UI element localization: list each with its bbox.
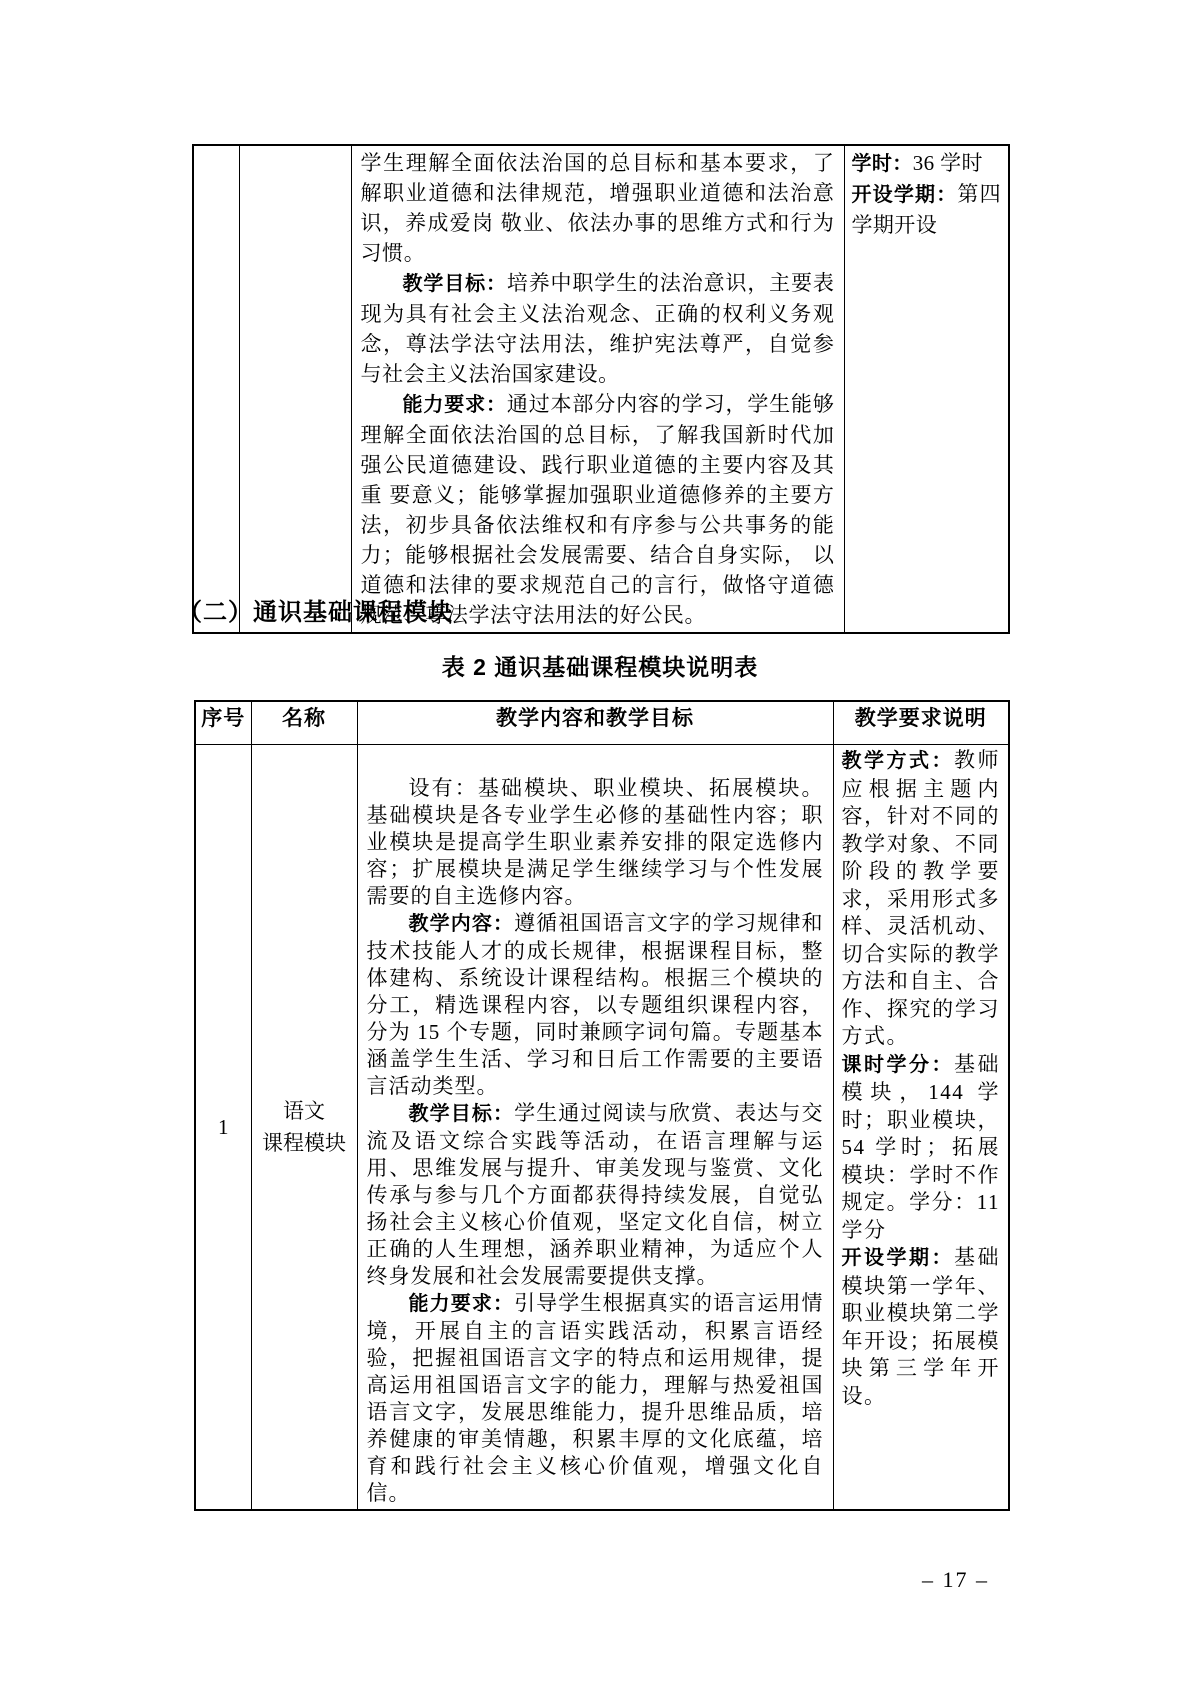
paragraph-text: 设有：基础模块、职业模块、拓展模块。基础模块是各专业学生必修的基础性内容；职业模块是提高学生职业素养安排的限定选修内容；扩展模块是满足学生继续学习与个性发展需要的自主选修内容。 xyxy=(366,776,824,908)
name-cell xyxy=(251,745,357,1511)
section-heading: （二）通识基础课程模块 xyxy=(178,599,453,626)
table-caption: 表 2 通识基础课程模块说明表 xyxy=(441,654,759,680)
requirement-item xyxy=(842,1244,1001,1410)
requirements-cell xyxy=(833,745,1009,1511)
requirement-label: 学时： xyxy=(851,153,913,175)
requirement-text: 教师应根据主题内容，针对不同的教学对象、不同阶段的教学要求，采用形式多样、灵活机动、切合实际的教学方法和自主、合作、探究的学习方式。 xyxy=(841,748,1000,1048)
requirement-text: 基础模块第一学年、职业模块第二学年开设；拓展模块第三学年开设。 xyxy=(841,1245,1000,1408)
requirement-text: 基础模块，144 学时；职业模块，54 学时；拓展模块：学时不作规定。学分：11 学分 xyxy=(841,1051,1000,1242)
course-name-line: 课程模块 xyxy=(262,1131,346,1155)
header-requirement: 教学要求说明 xyxy=(833,701,1009,745)
table-row xyxy=(193,145,1009,633)
paragraph xyxy=(367,1290,824,1507)
paragraph-text: 引导学生根据真实的语言运用情境，开展自主的言语实践活动，积累言语经验，把握祖国语言文字的特点和运用规律，提高运用祖国语言文字的能力，理解与热爱祖国语言文字，发展思维能力，提升思维品质，培养健康的审美情趣，积累丰厚的文化底蕴，培育和践行社会主义核心价值观，增强文化自信。 xyxy=(366,1291,824,1505)
general-course-module-table xyxy=(194,700,1010,1511)
paragraph-text: 通过本部分内容的学习，学生能够理解全面依法治国的总目标，了解我国新时代加强公民道德建设、践行职业道德的主要内容及其重 要意义；能够掌握加强职业道德修养的主要方法，初步具备依法维权和有序参与公共事务的能力；能够根据社会发展需要、结合自身实际， 以道德和法律的要求规范自己的言行，做恪守道德规范、尊法学法守法用法的好公民。 xyxy=(360,392,835,627)
header-name: 名称 xyxy=(251,701,357,745)
paragraph-label: 教学内容： xyxy=(408,913,515,935)
requirement-label: 开设学期： xyxy=(851,184,958,206)
requirement-item xyxy=(852,179,1002,240)
requirements-cell xyxy=(844,145,1009,633)
paragraph xyxy=(367,910,824,1100)
paragraph-text: 培养中职学生的法治意识，主要表现为具有社会主义法治观念、正确的权利义务观念，尊法学法守法用法，维护宪法尊严，自觉参与社会主义法治国家建设。 xyxy=(360,271,835,386)
requirement-text: 第四学期开设 xyxy=(851,182,1001,237)
paragraph-label: 能力要求： xyxy=(402,394,507,416)
paragraph xyxy=(367,1100,824,1290)
sequence-cell-empty xyxy=(193,145,239,633)
content-cell xyxy=(357,745,833,1511)
name-cell-empty xyxy=(239,145,351,633)
header-content: 教学内容和教学目标 xyxy=(357,701,833,745)
paragraph xyxy=(361,268,835,389)
requirement-text: 36 学时 xyxy=(912,151,983,175)
header-seq: 序号 xyxy=(195,701,251,745)
course-name-line: 语文 xyxy=(283,1099,325,1123)
table-row xyxy=(195,745,1009,1511)
paragraph-text: 学生理解全面依法治国的总目标和基本要求，了解职业道德和法律规范，增强职业道德和法治意识，养成爱岗 敬业、依法办事的思维方式和行为习惯。 xyxy=(360,151,835,265)
requirement-item xyxy=(842,747,1001,1051)
content-cell xyxy=(351,145,844,633)
requirement-label: 课时学分： xyxy=(841,1053,954,1076)
requirement-item xyxy=(842,1051,1001,1245)
page-number: – 17 – xyxy=(922,1567,989,1592)
course-table-continuation xyxy=(192,144,1010,634)
requirement-label: 教学方式： xyxy=(841,750,954,772)
sequence-cell: 1 xyxy=(195,745,251,1511)
paragraph-text: 学生通过阅读与欣赏、表达与交流及语文综合实践等活动，在语言理解与运用、思维发展与提升、审美发现与鉴赏、文化传承与参与几个方面都获得持续发展，自觉弘扬社会主义核心价值观，坚定文化自信，树立正确的人生理想，涵养职业精神，为适应个人终身发展和社会发展需要提供支撑。 xyxy=(366,1101,824,1288)
paragraph-label: 能力要求： xyxy=(408,1293,515,1315)
table-header-row xyxy=(195,701,1009,745)
paragraph-text: 遵循祖国语言文字的学习规律和技术技能人才的成长规律，根据课程目标，整体建构、系统设计课程结构。根据三个模块的分工，精选课程内容，以专题组织课程内容，分为 15 个专题，同时兼顾字词句篇。专题基本涵盖学生生活、学习和日后工作需要的主要语言活动类型。 xyxy=(366,911,824,1098)
paragraph xyxy=(361,148,835,268)
paragraph xyxy=(367,775,824,910)
requirement-label: 开设学期： xyxy=(841,1247,954,1269)
paragraph-label: 教学目标： xyxy=(408,1103,515,1125)
requirement-item xyxy=(852,148,1002,179)
paragraph-label: 教学目标： xyxy=(402,273,507,295)
